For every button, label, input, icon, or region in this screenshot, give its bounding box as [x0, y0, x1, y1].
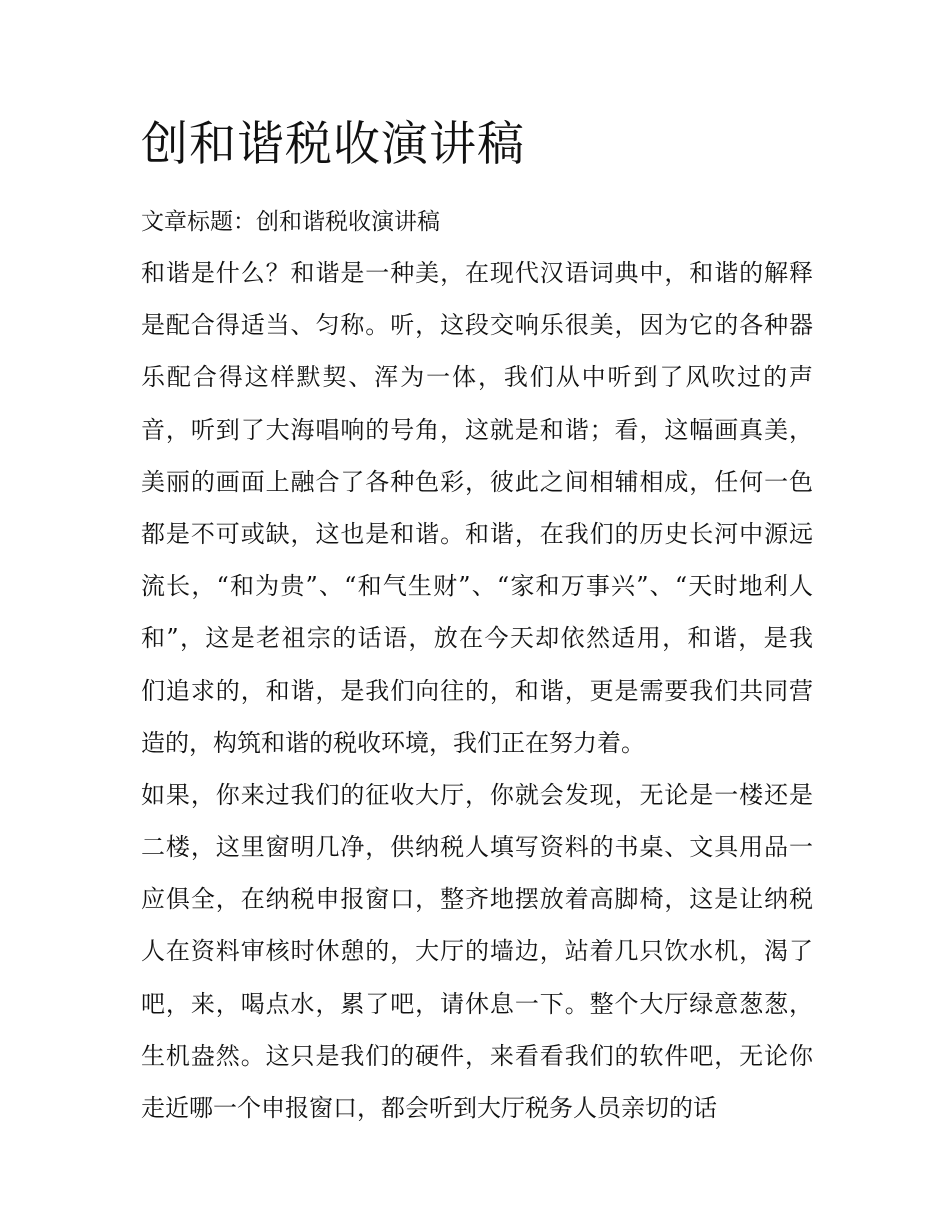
text-line: 生机盎然。这只是我们的硬件，来看看我们的软件吧，无论你 — [141, 1041, 813, 1070]
text-line: 应俱全，在纳税申报窗口，整齐地摆放着高脚椅，这是让纳税 — [141, 885, 813, 914]
text-line: 如果，你来过我们的征收大厅，你就会发现，无论是一楼还是 — [141, 780, 813, 809]
article-subtitle: 文章标题：创和谐税收演讲稿 — [141, 209, 440, 235]
text-line: 们追求的，和谐，是我们向往的，和谐，更是需要我们共同营 — [141, 676, 813, 705]
text-line: 流长，“和为贵”、“和气生财”、“家和万事兴”、“天时地利人 — [141, 572, 813, 601]
paragraph-2 — [141, 774, 813, 1139]
text-line: 美丽的画面上融合了各种色彩，彼此之间相辅相成，任何一色 — [141, 467, 813, 496]
text-line: 人在资料审核时休憩的，大厅的墙边，站着几只饮水机，渴了 — [141, 937, 813, 966]
text-line: 乐配合得这样默契、浑为一体，我们从中听到了风吹过的声 — [141, 363, 813, 392]
text-line: 走近哪一个申报窗口，都会听到大厅税务人员亲切的话 — [141, 1094, 717, 1122]
text-line: 和”，这是老祖宗的话语，放在今天却依然适用，和谐，是我 — [141, 624, 813, 653]
text-line: 吧，来，喝点水，累了吧，请休息一下。整个大厅绿意葱葱， — [141, 989, 813, 1018]
text-line: 都是不可或缺，这也是和谐。和谐，在我们的历史长河中源远 — [141, 519, 813, 548]
text-line: 造的，构筑和谐的税收环境，我们正在努力着。 — [141, 728, 645, 757]
text-line: 音，听到了大海唱响的号角，这就是和谐；看，这幅画真美， — [141, 415, 813, 444]
document-title: 创和谐税收演讲稿 — [141, 117, 525, 172]
document-body — [141, 252, 813, 1139]
paragraph-1 — [141, 252, 813, 774]
text-line: 和谐是什么？和谐是一种美，在现代汉语词典中，和谐的解释 — [141, 259, 813, 287]
text-line: 是配合得适当、匀称。听，这段交响乐很美，因为它的各种器 — [141, 311, 813, 340]
text-line: 二楼，这里窗明几净，供纳税人填写资料的书桌、文具用品一 — [141, 833, 813, 862]
